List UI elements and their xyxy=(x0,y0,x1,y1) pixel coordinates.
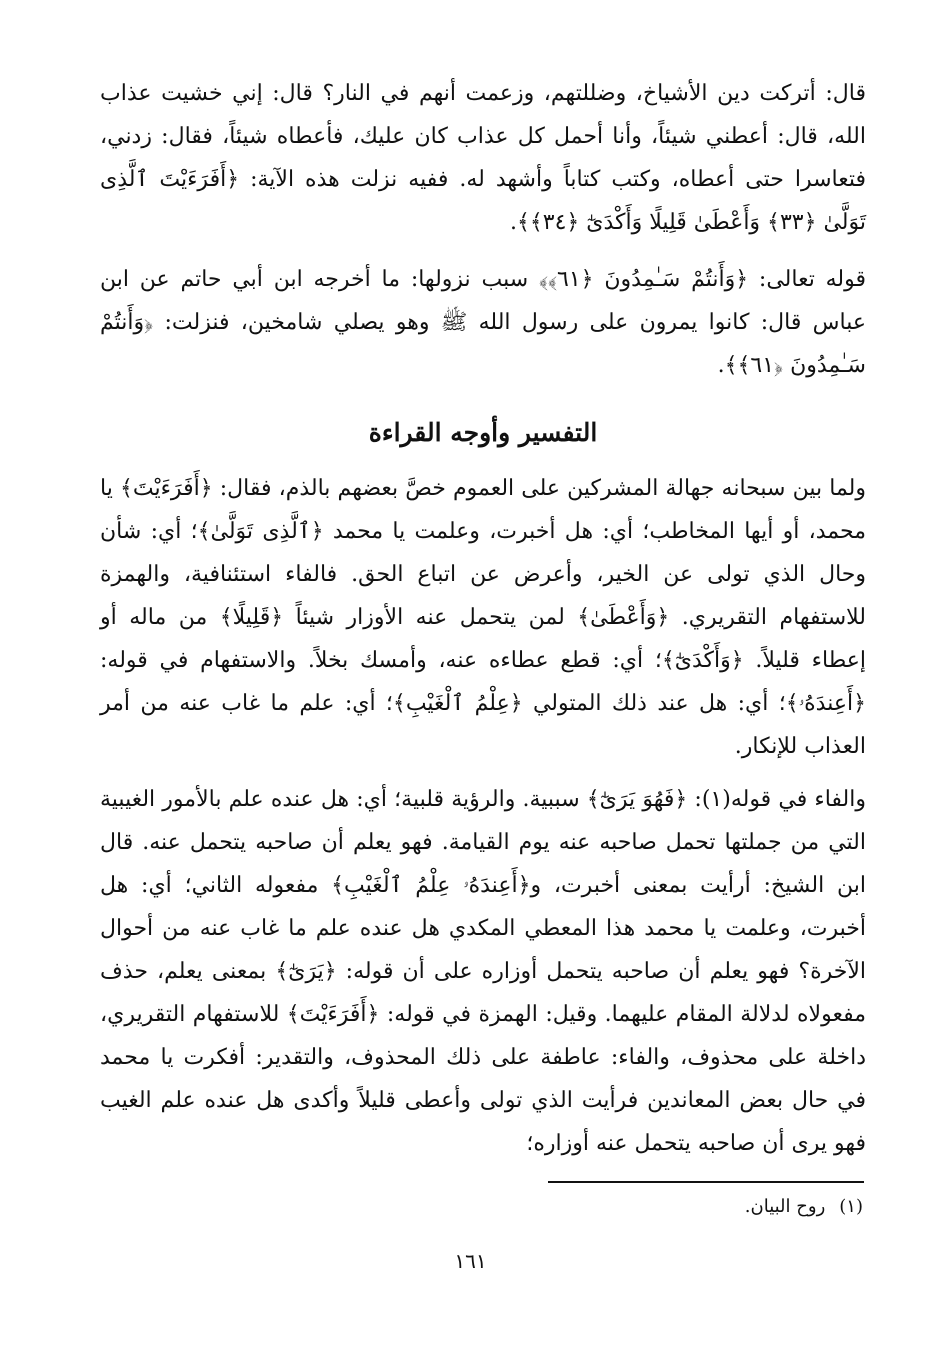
paragraph-tafsir-continued: والفاء في قوله(١): ﴿فَهُوَ يَرَىٰٓ﴾ سببية. والرؤية قلبية؛ أي: هل عنده علم بالأمور الغيبية التي من جملتها تحمل صاحبه عنه يوم القيامة. فهو يعلم أن صاحبه يتحمل عنه. قال ابن الشيخ: أرأيت بمعنى أخبرت، و﴿أَعِندَهُۥ عِلْمُ ٱلْغَيْبِ﴾ مفعوله الثاني؛ أي: هل أخبرت، وعلمت يا محمد هذا المعطي المكدي هل عنده علم ما غاب عنه من أحوال الآخرة؟ فهو يعلم أن صاحبه يتحمل أوزاره على أن قوله: ﴿يَرَىٰٓ﴾ بمعنى يعلم، حذف مفعولاه لدلالة المقام عليهما. وقيل: الهمزة في قوله: ﴿أَفَرَءَيْتَ﴾ للاستفهام التقريري، داخلة على محذوف، والفاء: عاطفة على ذلك المحذوف، والتقدير: أفكرت يا محمد في حال بعض المعاندين فرأيت الذي تولى وأعطى قليلاً وأكدى هل عنده علم الغيب فهو يرى أن صاحبه يتحمل عنه أوزاره؛ xyxy=(100,787,867,1156)
footnote-text: روح البيان. xyxy=(744,1196,826,1217)
footnote-number: (١) xyxy=(839,1196,863,1217)
page-body xyxy=(100,72,866,1165)
footnote xyxy=(745,1196,863,1217)
page-number: ١٦١ xyxy=(454,1249,487,1273)
paragraph-tafsir: ولما بين سبحانه جهالة المشركين على العموم خصَّ بعضهم بالذم، فقال: ﴿أَفَرَءَيْتَ﴾ يا محمد، أو أيها المخاطب؛ أي: هل أخبرت، وعلمت يا محمد ﴿ٱلَّذِى تَوَلَّىٰ﴾؛ أي: شأن وحال الذي تولى عن الخير، وأعرض عن اتباع الحق. فالفاء استئنافية، والهمزة للاستفهام التقريري. ﴿وَأَعْطَىٰ﴾ لمن يتحمل عنه الأوزار شيئاً ﴿قَلِيلًا﴾ من ماله أو إعطاء قليلاً. ﴿وَأَكْدَىٰٓ﴾؛ أي: قطع عطاءه عنه، وأمسك بخلاً. والاستفهام في قوله: ﴿أَعِندَهُۥ﴾؛ أي: هل عند ذلك المتولي ﴿عِلْمُ ٱلْغَيْبِ﴾؛ أي: علم ما غاب عنه من أمر العذاب للإنكار. xyxy=(100,476,866,759)
footnote-divider xyxy=(548,1181,864,1183)
paragraph-reason-of-revelation: قوله تعالى: ﴿وَأَنتُمْ سَـٰمِدُونَ ﴿٦١﴾﴾ سبب نزولها: ما أخرجه ابن أبي حاتم عن ابن عباس قال: كانوا يمرون على رسول الله ﷺ وهو يصلي شامخين، فنزلت: ﴿وَأَنتُمْ سَـٰمِدُونَ ﴿٦١﴾﴾. xyxy=(100,267,866,378)
section-heading: التفسير وأوجه القراءة xyxy=(368,418,598,447)
paragraph-revelation-story: قال: أتركت دين الأشياخ، وضللتهم، وزعمت أنهم في النار؟ قال: إني خشيت عذاب الله، قال: أعطني شيئاً، وأنا أحمل كل عذاب كان عليك، فأعطاه شيئاً، فقال: زدني، فتعاسرا حتى أعطاه، وكتب كتاباً وأشهد له. ففيه نزلت هذه الآية: ﴿أَفَرَءَيْتَ ٱلَّذِى تَوَلَّىٰ ﴿٣٣﴾ وَأَعْطَىٰ قَلِيلًا وَأَكْدَىٰٓ ﴿٣٤﴾﴾. xyxy=(100,81,866,235)
